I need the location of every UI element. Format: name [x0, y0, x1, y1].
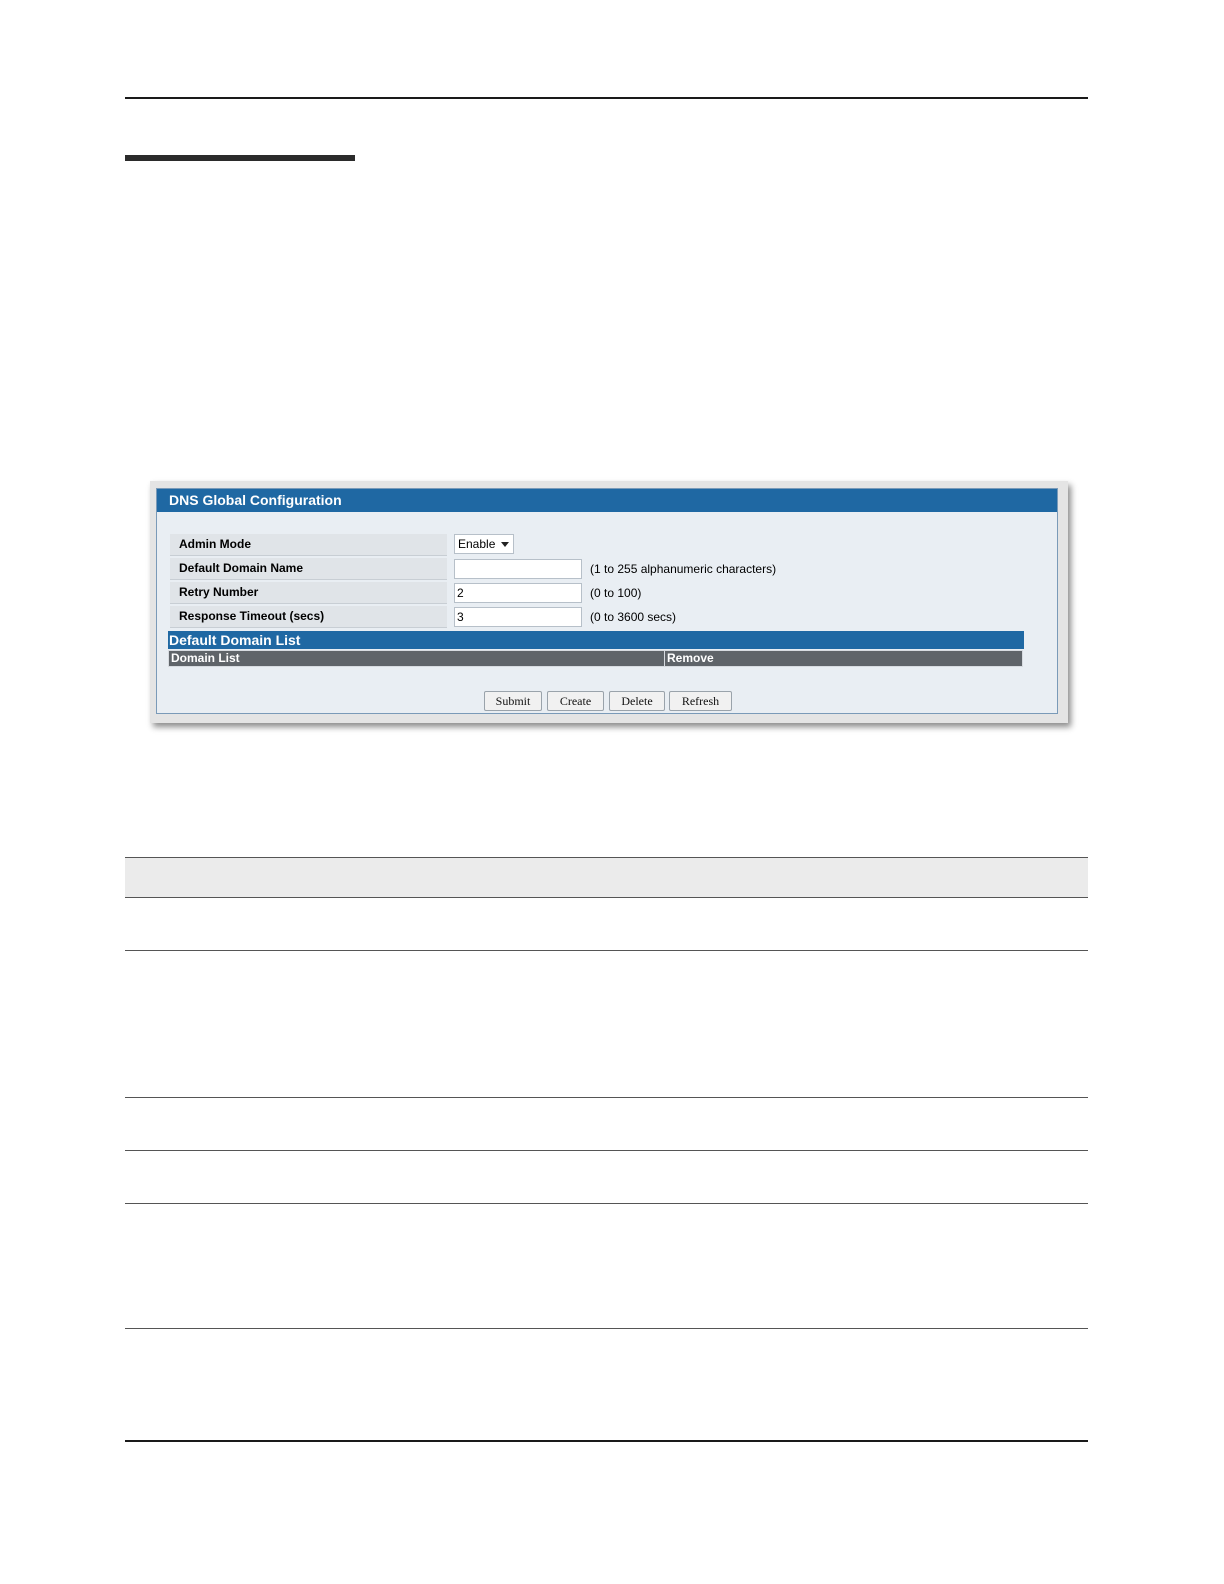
- retry-number-input[interactable]: 2: [454, 583, 582, 603]
- admin-mode-selected-value: Enable: [458, 537, 496, 551]
- response-timeout-hint: (0 to 3600 secs): [590, 610, 677, 624]
- admin-mode-label: Admin Mode: [170, 534, 447, 556]
- table-header-row: [125, 858, 1088, 897]
- chevron-down-icon: [501, 542, 509, 547]
- submit-button[interactable]: Submit: [484, 691, 542, 711]
- table-rule: [125, 897, 1088, 898]
- table-rule: [125, 1328, 1088, 1329]
- default-domain-name-label: Default Domain Name: [170, 558, 447, 580]
- admin-mode-row: [170, 534, 1057, 556]
- default-domain-name-row: [170, 558, 1057, 580]
- page-bottom-rule: [125, 1440, 1088, 1442]
- column-domain-list: Domain List: [171, 651, 240, 665]
- retry-number-cell: [451, 582, 1051, 604]
- page-top-rule: [125, 97, 1088, 99]
- column-remove: Remove: [667, 651, 714, 665]
- default-domain-name-cell: [451, 558, 1051, 580]
- table-rule: [125, 1097, 1088, 1098]
- domain-list-column-header: [168, 650, 1023, 667]
- admin-mode-select[interactable]: [454, 534, 514, 554]
- retry-number-row: [170, 582, 1057, 604]
- table-rule: [125, 1150, 1088, 1151]
- delete-button[interactable]: Delete: [609, 691, 665, 711]
- table-rule: [125, 857, 1088, 858]
- default-domain-name-input[interactable]: [454, 559, 582, 579]
- response-timeout-cell: [451, 606, 1051, 628]
- table-rule: [125, 1203, 1088, 1204]
- dns-global-configuration-panel: [156, 488, 1058, 714]
- panel-title: DNS Global Configuration: [157, 489, 1057, 512]
- create-button[interactable]: Create: [547, 691, 604, 711]
- response-timeout-row: [170, 606, 1057, 628]
- retry-number-hint: (0 to 100): [590, 586, 642, 600]
- section-heading-bar: [125, 155, 355, 161]
- refresh-button[interactable]: Refresh: [669, 691, 732, 711]
- response-timeout-label: Response Timeout (secs): [170, 606, 447, 628]
- default-domain-name-hint: (1 to 255 alphanumeric characters): [590, 562, 777, 576]
- retry-number-label: Retry Number: [170, 582, 447, 604]
- admin-mode-cell: [451, 534, 1051, 556]
- response-timeout-input[interactable]: 3: [454, 607, 582, 627]
- table-rule: [125, 950, 1088, 951]
- default-domain-list-title: Default Domain List: [168, 631, 1024, 649]
- column-divider: [664, 651, 665, 666]
